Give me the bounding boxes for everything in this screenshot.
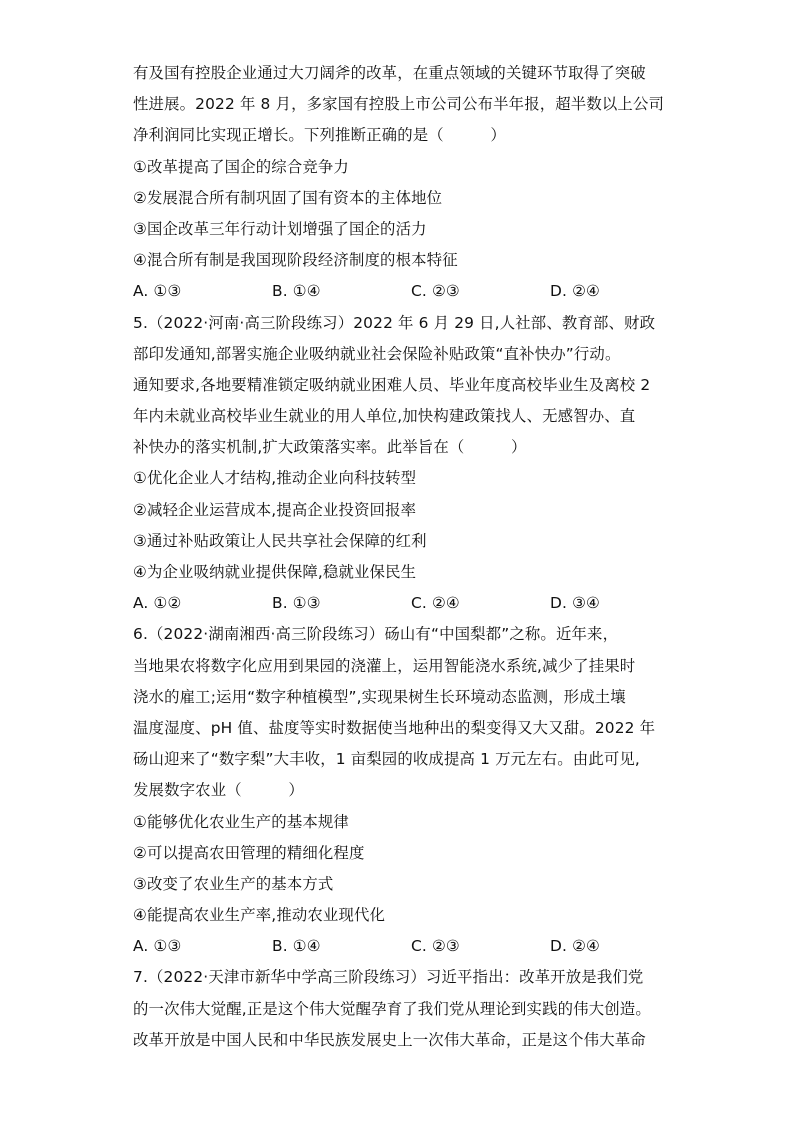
question-text-line: ④为企业吸纳就业提供保障,稳就业保民生 — [133, 563, 417, 581]
answer-statement: ②发展混合所有制巩固了国有资本的主体地位 — [133, 188, 443, 207]
question-text-line: 性进展。2022 年 8 月，多家国有控股上市公司公布半年报，超半数以上公司 — [133, 95, 665, 114]
answer-option[interactable]: B. ①④ — [272, 937, 321, 956]
question-text-line: ①优化企业人才结构,推动企业向科技转型 — [133, 469, 417, 488]
question-text-line: 浇水的雇工;运用“数字种植模型”,实现果树生长环境动态监测，形成土壤 — [133, 687, 626, 706]
answer-option[interactable]: C. ②④ — [411, 594, 460, 613]
question-text-line: ③改变了农业生产的基本方式 — [133, 874, 334, 893]
question-text-line: 7.（2022·天津市新华中学高三阶段练习）习近平指出：改革开放是我们党 — [133, 968, 644, 987]
answer-statement: ①改革提高了国企的综合竞争力 — [133, 157, 349, 176]
question-text-line: ①能够优化农业生产的基本规律 — [133, 812, 349, 831]
question-text-line: 通知要求,各地要精准锁定吸纳就业困难人员、毕业年度高校毕业生及离校 2 — [133, 375, 651, 394]
answer-option[interactable]: B. ①④ — [272, 282, 321, 301]
answer-statement: ④混合所有制是我国现阶段经济制度的根本特征 — [133, 251, 458, 270]
question-text-line: 温度湿度、pH 值、盐度等实时数据使当地种出的梨变得又大又甜。2022 年 — [133, 718, 656, 737]
answer-option[interactable]: D. ③④ — [550, 594, 600, 613]
question-text-line: 5.（2022·河南·高三阶段练习）2022 年 6 月 29 日,人社部、教育部、财政 — [133, 313, 656, 332]
question-text-line: ②减轻企业运营成本,提高企业投资回报率 — [133, 500, 417, 519]
question-text-line: 年内未就业高校毕业生就业的用人单位,加快构建政策找人、无感智办、直 — [133, 407, 636, 426]
answer-option[interactable]: A. ①③ — [133, 282, 182, 301]
question-text-line: 补快办的落实机制,扩大政策落实率。此举旨在（ ） — [133, 438, 527, 457]
answer-option[interactable]: C. ②③ — [411, 937, 460, 956]
answer-options — [133, 276, 673, 307]
question-text-line: 有及国有控股企业通过大刀阔斧的改革，在重点领域的关键环节取得了突破 — [133, 64, 646, 82]
question-q6 — [133, 619, 673, 962]
question-text-line: 改革开放是中国人民和中华民族发展史上一次伟大革命，正是这个伟大革命 — [133, 1030, 646, 1049]
question-text-line: 6.（2022·湖南湘西·高三阶段练习）砀山有“中国梨都”之称。近年来， — [133, 625, 619, 644]
answer-option[interactable]: B. ①③ — [272, 594, 321, 613]
answer-option[interactable]: D. ②④ — [550, 937, 600, 956]
question-text-line: 的一次伟大觉醒,正是这个伟大觉醒孕育了我们党从理论到实践的伟大创造。 — [133, 999, 651, 1018]
question-text-line: 部印发通知,部署实施企业吸纳就业社会保险补贴政策“直补快办”行动。 — [133, 344, 621, 363]
answer-option[interactable]: A. ①② — [133, 594, 182, 613]
question-text-line: 发展数字农业（ ） — [133, 781, 304, 800]
answer-options — [133, 931, 673, 962]
answer-option[interactable]: A. ①③ — [133, 937, 182, 956]
question-text-line: ②可以提高农田管理的精细化程度 — [133, 843, 365, 862]
answer-options — [133, 588, 673, 619]
answer-option[interactable]: D. ②④ — [550, 282, 600, 301]
answer-option[interactable]: C. ②③ — [411, 282, 460, 301]
question-q4-options — [133, 276, 673, 307]
question-text-line: 当地果农将数字化应用到果园的浇灌上，运用智能浇水系统,减少了挂果时 — [133, 656, 636, 675]
question-q7 — [133, 962, 673, 1056]
question-text-line: 砀山迎来了“数字梨”大丰收，1 亩梨园的收成提高 1 万元左右。由此可见, — [133, 750, 640, 769]
question-4-continuation — [133, 58, 673, 276]
answer-statement: ③国企改革三年行动计划增强了国企的活力 — [133, 219, 427, 238]
question-text-line: ③通过补贴政策让人民共享社会保障的红利 — [133, 531, 427, 550]
question-text-line: 净利润同比实现正增长。下列推断正确的是（ ） — [133, 126, 506, 145]
question-q5 — [133, 308, 673, 620]
exam-page — [133, 58, 673, 1056]
question-text-line: ④能提高农业生产率,推动农业现代化 — [133, 906, 386, 925]
question-list — [133, 276, 673, 1056]
